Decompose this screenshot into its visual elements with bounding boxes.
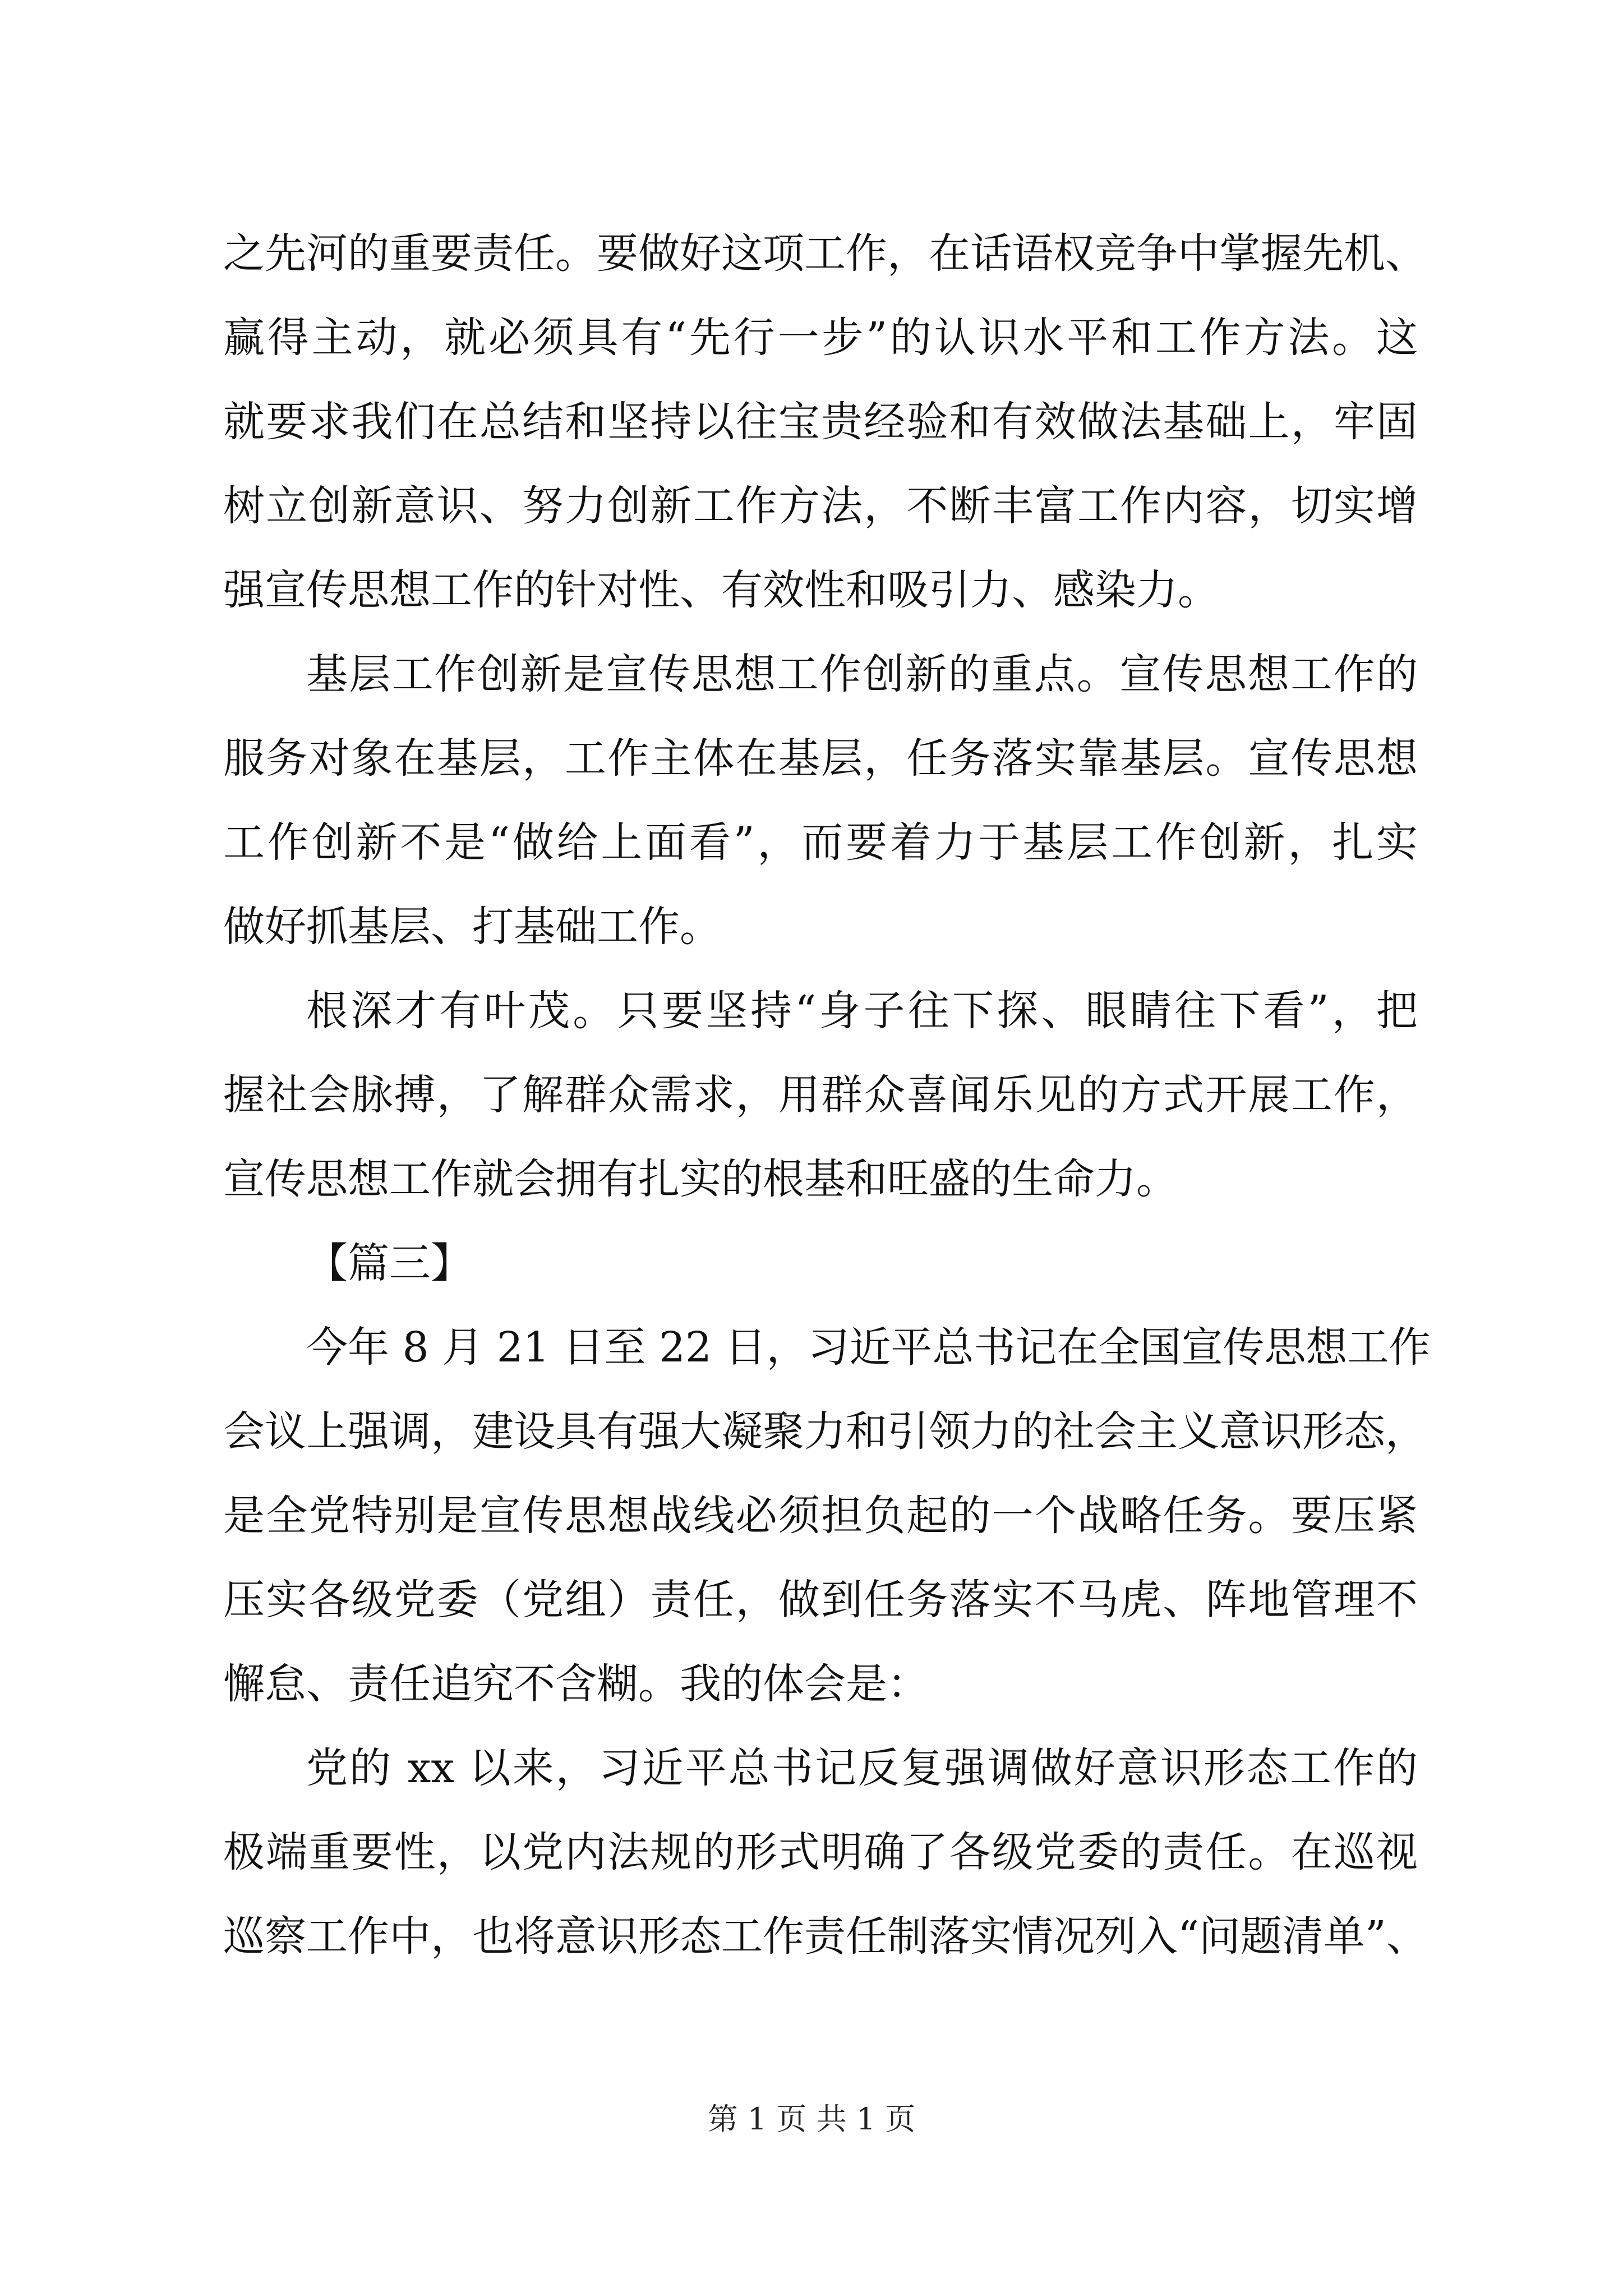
text-line [0, 1813, 1623, 1892]
line-text: 根深才有叶茂。只要坚持“身子往下探、眼睛往下看”，把 [306, 987, 1418, 1035]
text-line [0, 635, 1623, 714]
line-text: 压实各级党委（党组）责任，做到任务落实不马虎、阵地管理不 [223, 1576, 1418, 1624]
line-text: 会议上强调，建设具有强大凝聚力和引领力的社会主义意识形态， [223, 1407, 1427, 1456]
line-text: 基层工作创新是宣传思想工作创新的重点。宣传思想工作的 [306, 650, 1418, 698]
text-line [0, 383, 1623, 461]
text-line [0, 1308, 1623, 1387]
page-footer: 第 1 页 共 1 页 [707, 2101, 916, 2137]
line-text: 强宣传思想工作的针对性、有效性和吸引力、感染力。 [223, 566, 1219, 614]
line-text: 就要求我们在总结和坚持以往宝贵经验和有效做法基础上，牢固 [223, 398, 1418, 446]
text-line [0, 1476, 1623, 1555]
line-text: 树立创新意识、努力创新工作方法，不断丰富工作内容，切实增 [223, 482, 1418, 530]
section-heading [0, 1224, 1623, 1303]
text-line [0, 1561, 1623, 1639]
line-text: 做好抓基层、打基础工作。 [223, 903, 721, 951]
text-line [0, 214, 1623, 293]
line-text: 懈怠、责任追究不含糊。我的体会是： [223, 1660, 929, 1708]
text-line [0, 1897, 1623, 1976]
text-line [0, 1645, 1623, 1723]
line-text: 党的 xx 以来，习近平总书记反复强调做好意识形态工作的 [306, 1744, 1418, 1792]
line-text: 宣传思想工作就会拥有扎实的根基和旺盛的生命力。 [223, 1155, 1178, 1203]
section-heading-text: 【篇三】 [306, 1239, 472, 1287]
line-text: 赢得主动，就必须具有“先行一步”的认识水平和工作方法。这 [223, 314, 1418, 362]
text-line [0, 803, 1623, 882]
text-line [0, 298, 1623, 377]
text-line [0, 887, 1623, 966]
text-line [0, 972, 1623, 1050]
text-line [0, 1056, 1623, 1134]
line-text: 工作创新不是“做给上面看”，而要着力于基层工作创新，扎实 [223, 818, 1418, 867]
text-line [0, 1140, 1623, 1218]
text-line [0, 1392, 1623, 1471]
line-text: 服务对象在基层，工作主体在基层，任务落实靠基层。宣传思想 [223, 734, 1418, 783]
line-text: 握社会脉搏，了解群众需求，用群众喜闻乐见的方式开展工作， [223, 1071, 1418, 1119]
line-text: 今年 8 月 21 日至 22 日，习近平总书记在全国宣传思想工作 [306, 1323, 1431, 1372]
text-line [0, 719, 1623, 798]
text-line [0, 467, 1623, 545]
line-text: 极端重要性，以党内法规的形式明确了各级党委的责任。在巡视 [223, 1828, 1418, 1876]
line-text: 是全党特别是宣传思想战线必须担负起的一个战略任务。要压紧 [223, 1492, 1418, 1540]
line-text: 巡察工作中，也将意识形态工作责任制落实情况列入“问题清单”、 [223, 1912, 1428, 1961]
text-line [0, 1729, 1623, 1807]
line-text: 之先河的重要责任。要做好这项工作，在话语权竞争中掌握先机、 [223, 229, 1427, 278]
text-line [0, 551, 1623, 629]
